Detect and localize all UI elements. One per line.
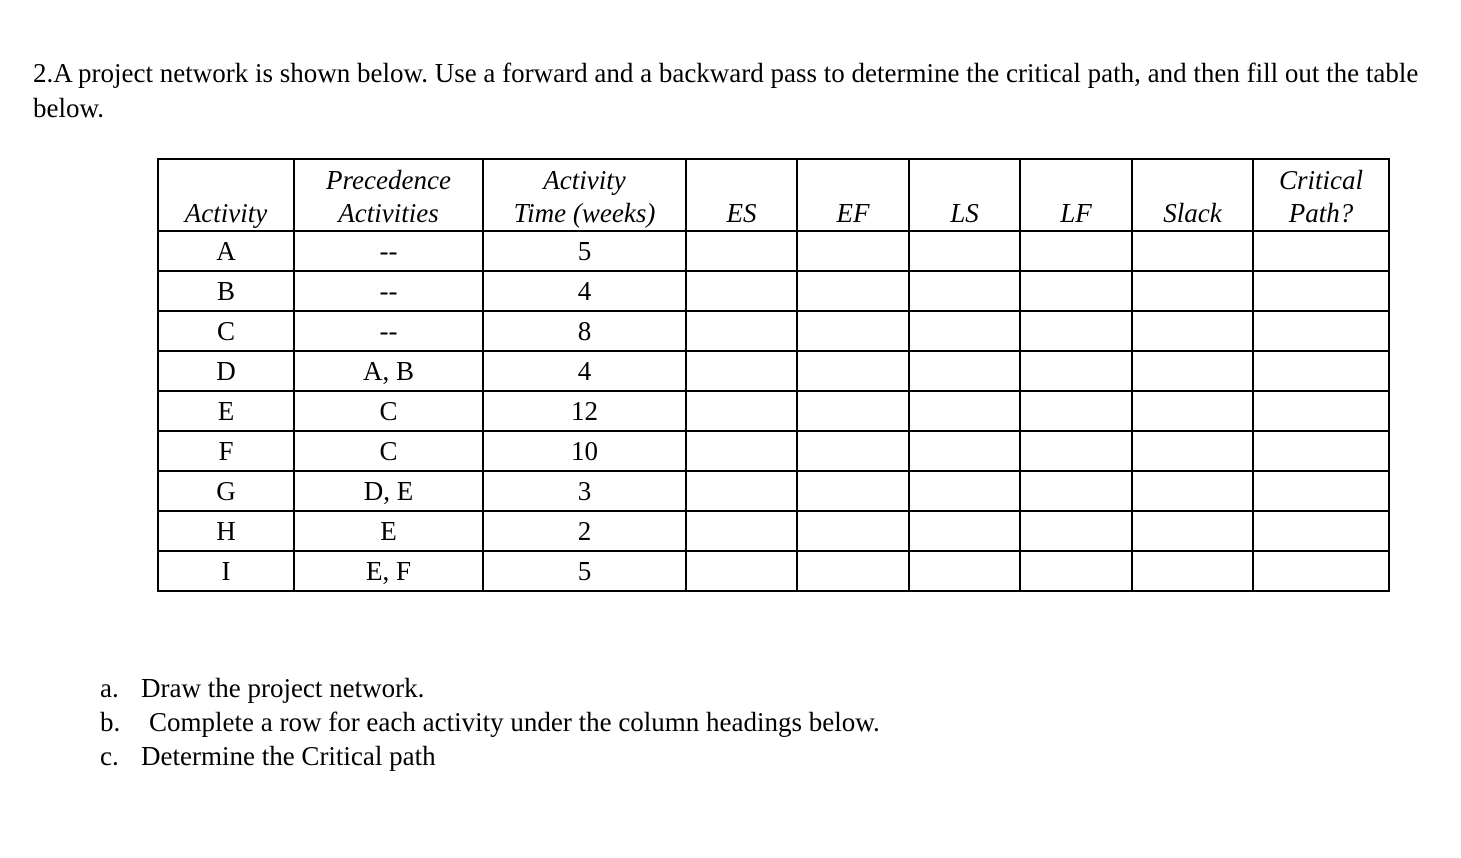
ls-cell[interactable] — [909, 351, 1020, 391]
lf-cell[interactable] — [1020, 271, 1132, 311]
list-item — [100, 705, 880, 739]
es-cell[interactable] — [686, 391, 797, 431]
lf-cell[interactable] — [1020, 431, 1132, 471]
header-critical-path: Critical Path? — [1253, 159, 1389, 231]
list-marker: b. — [100, 707, 121, 737]
slack-cell[interactable] — [1132, 271, 1253, 311]
table-row — [158, 431, 1389, 471]
activity-cell: I — [158, 551, 294, 591]
critical-path-cell[interactable] — [1253, 391, 1389, 431]
lf-cell[interactable] — [1020, 511, 1132, 551]
ls-cell[interactable] — [909, 271, 1020, 311]
time-cell: 12 — [483, 391, 686, 431]
ls-cell[interactable] — [909, 431, 1020, 471]
table-row — [158, 271, 1389, 311]
ef-cell[interactable] — [797, 551, 909, 591]
precedence-cell: C — [294, 391, 483, 431]
precedence-cell: D, E — [294, 471, 483, 511]
ef-cell[interactable] — [797, 391, 909, 431]
ls-cell[interactable] — [909, 511, 1020, 551]
critical-path-cell[interactable] — [1253, 311, 1389, 351]
precedence-cell: -- — [294, 231, 483, 271]
table-row — [158, 311, 1389, 351]
list-item — [100, 739, 880, 773]
ls-cell[interactable] — [909, 231, 1020, 271]
header-row — [158, 159, 1389, 231]
es-cell[interactable] — [686, 551, 797, 591]
slack-cell[interactable] — [1132, 431, 1253, 471]
ef-cell[interactable] — [797, 271, 909, 311]
table-row — [158, 231, 1389, 271]
slack-cell[interactable] — [1132, 551, 1253, 591]
slack-cell[interactable] — [1132, 511, 1253, 551]
lf-cell[interactable] — [1020, 391, 1132, 431]
list-marker: a. — [100, 673, 119, 703]
header-lf: LF — [1020, 159, 1132, 231]
time-cell: 4 — [483, 351, 686, 391]
table-row — [158, 471, 1389, 511]
critical-path-cell[interactable] — [1253, 351, 1389, 391]
precedence-cell: -- — [294, 271, 483, 311]
time-cell: 4 — [483, 271, 686, 311]
slack-cell[interactable] — [1132, 471, 1253, 511]
lf-cell[interactable] — [1020, 311, 1132, 351]
instructions-list — [100, 671, 880, 773]
time-cell: 5 — [483, 551, 686, 591]
es-cell[interactable] — [686, 511, 797, 551]
activity-cell: C — [158, 311, 294, 351]
activity-cell: B — [158, 271, 294, 311]
header-ls: LS — [909, 159, 1020, 231]
precedence-cell: E, F — [294, 551, 483, 591]
es-cell[interactable] — [686, 351, 797, 391]
ef-cell[interactable] — [797, 231, 909, 271]
question-text: 2.A project network is shown below. Use a forward and a backward pass to determine the critical path, and then fill out the table below. — [33, 58, 1419, 123]
ef-cell[interactable] — [797, 351, 909, 391]
activity-cell: H — [158, 511, 294, 551]
ef-cell[interactable] — [797, 471, 909, 511]
critical-path-cell[interactable] — [1253, 471, 1389, 511]
header-activity: Activity — [158, 159, 294, 231]
ls-cell[interactable] — [909, 311, 1020, 351]
activity-cell: A — [158, 231, 294, 271]
table-row — [158, 551, 1389, 591]
activity-table — [157, 158, 1390, 592]
table-row — [158, 391, 1389, 431]
ef-cell[interactable] — [797, 431, 909, 471]
table-row — [158, 351, 1389, 391]
es-cell[interactable] — [686, 431, 797, 471]
activity-cell: G — [158, 471, 294, 511]
header-es: ES — [686, 159, 797, 231]
precedence-cell: -- — [294, 311, 483, 351]
list-marker: c. — [100, 741, 119, 771]
critical-path-cell[interactable] — [1253, 511, 1389, 551]
ls-cell[interactable] — [909, 551, 1020, 591]
ls-cell[interactable] — [909, 471, 1020, 511]
lf-cell[interactable] — [1020, 231, 1132, 271]
critical-path-cell[interactable] — [1253, 271, 1389, 311]
header-precedence: Precedence Activities — [294, 159, 483, 231]
slack-cell[interactable] — [1132, 231, 1253, 271]
lf-cell[interactable] — [1020, 471, 1132, 511]
time-cell: 10 — [483, 431, 686, 471]
es-cell[interactable] — [686, 311, 797, 351]
header-slack: Slack — [1132, 159, 1253, 231]
ef-cell[interactable] — [797, 511, 909, 551]
precedence-cell: A, B — [294, 351, 483, 391]
table-row — [158, 511, 1389, 551]
precedence-cell: E — [294, 511, 483, 551]
header-ef: EF — [797, 159, 909, 231]
time-cell: 2 — [483, 511, 686, 551]
list-item — [100, 671, 880, 705]
lf-cell[interactable] — [1020, 351, 1132, 391]
slack-cell[interactable] — [1132, 311, 1253, 351]
critical-path-cell[interactable] — [1253, 551, 1389, 591]
es-cell[interactable] — [686, 231, 797, 271]
slack-cell[interactable] — [1132, 351, 1253, 391]
precedence-cell: C — [294, 431, 483, 471]
header-activity-time: Activity Time (weeks) — [483, 159, 686, 231]
time-cell: 5 — [483, 231, 686, 271]
critical-path-cell[interactable] — [1253, 431, 1389, 471]
time-cell: 8 — [483, 311, 686, 351]
slack-cell[interactable] — [1132, 391, 1253, 431]
critical-path-cell[interactable] — [1253, 231, 1389, 271]
instruction-text: Determine the Critical path — [141, 741, 436, 771]
instruction-text: Complete a row for each activity under the column headings below. — [149, 707, 880, 737]
es-cell[interactable] — [686, 471, 797, 511]
time-cell: 3 — [483, 471, 686, 511]
lf-cell[interactable] — [1020, 551, 1132, 591]
activity-cell: D — [158, 351, 294, 391]
es-cell[interactable] — [686, 271, 797, 311]
ef-cell[interactable] — [797, 311, 909, 351]
activity-cell: F — [158, 431, 294, 471]
instruction-text: Draw the project network. — [141, 673, 425, 703]
ls-cell[interactable] — [909, 391, 1020, 431]
activity-cell: E — [158, 391, 294, 431]
